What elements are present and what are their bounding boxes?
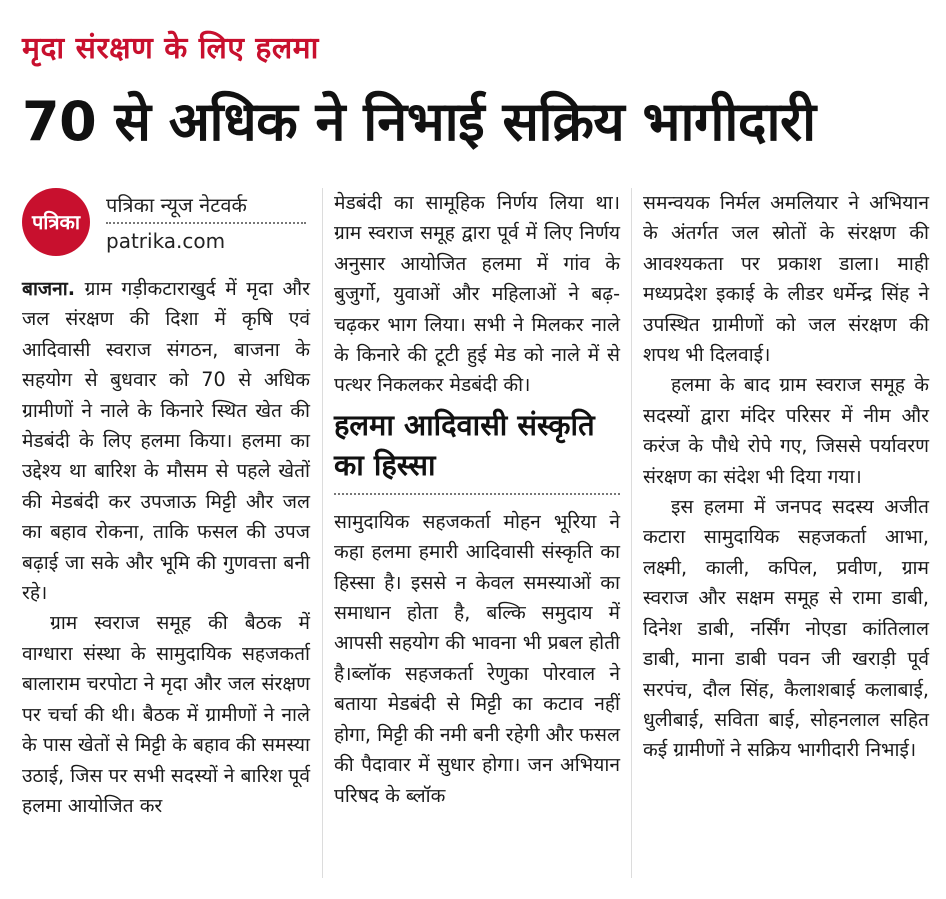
- dateline: बाजना.: [22, 277, 76, 300]
- subheading: हलमा आदिवासी संस्कृति का हिस्सा: [334, 407, 595, 482]
- website: patrika.com: [106, 229, 226, 253]
- column-divider: [322, 188, 323, 878]
- paragraph: ग्राम स्वराज समूह की बैठक में वाग्धारा संस्था के सामुदायिक सहजकर्ता बालाराम चरपोटा ने मृदा और जल संरक्षण पर चर्चा की थी। बैठक में ग्रामीणों ने नाले के पास खेतों से मिट्टी के बहाव की समस्या उठाई, जिस पर सभी सदस्यों ने बारिश पूर्व हलमा आयोजित कर: [22, 611, 310, 817]
- paragraph: सामुदायिक सहजकर्ता मोहन भूरिया ने कहा हलमा हमारी आदिवासी संस्कृति का हिस्सा है। इससे न केवल समस्याओं का समाधान होता है, बल्कि समुदाय में आपसी सहयोग की भावना भी प्रबल होती है।ब्लॉक सहजकर्ता रेणुका पोरवाल ने बताया मेडबंदी से मिट्टी का कटाव नहीं होगा, मिट्टी की नमी बनी रहेगी और फसल की पैदावार में सुधार होगा। जन अभियान परिषद के ब्लॉक: [334, 509, 620, 807]
- paragraph-text: ग्राम गड़ीकटाराखुर्द में मृदा और जल संरक्षण की दिशा में कृषि एवं आदिवासी स्वराज संगठन, बाजना के सहयोग से बुधवार को 70 से अधिक ग्रामीणों ने नाले के किनारे स्थित खेत की मेडबंदी के लिए हलमा किया। हलमा का उद्देश्य था बारिश के मौसम से पहले खेतों की मेडबंदी कर उपजाऊ मिट्टी और जल का बहाव रोकना, ताकि फसल की उपज बढ़ाई जा सके और भूमि की गुणवत्ता बनी रहे।: [22, 277, 310, 605]
- kicker: मृदा संरक्षण के लिए हलमा: [22, 31, 319, 66]
- byline: [22, 188, 310, 264]
- article-column-1: [22, 188, 310, 821]
- column-divider: [631, 188, 632, 878]
- paragraph: मेडबंदी का सामूहिक निर्णय लिया था। ग्राम स्वराज समूह द्वारा पूर्व में लिए निर्णय अनुसार आयोजित हलमा में गांव के बुजुर्गो, युवाओं और महिलाओं ने बढ़-चढ़कर भाग लिया। सभी ने मिलकर नाले के किनारे की टूटी हुई मेड को नाले में से पत्थर निकलकर मेडबंदी की।: [334, 191, 620, 397]
- agency-name: पत्रिका न्यूज नेटवर्क: [106, 193, 247, 217]
- article-column-2: [334, 188, 620, 811]
- paragraph: हलमा के बाद ग्राम स्वराज समूह के सदस्यों द्वारा मंदिर परिसर में नीम और करंज के पौधे रोपे गए, जिससे पर्यावरण संरक्षण का संदेश भी दिया गया।: [643, 373, 929, 488]
- subheading-divider: [334, 493, 620, 495]
- patrika-logo: पत्रिका: [22, 188, 90, 256]
- paragraph: [22, 274, 310, 608]
- headline: 70 से अधिक ने निभाई सक्रिय भागीदारी: [22, 90, 816, 153]
- paragraph: इस हलमा में जनपद सदस्य अजीत कटारा सामुदायिक सहजकर्ता आभा, लक्ष्मी, काली, कपिल, प्रवीण, ग्राम स्वराज और सक्षम समूह से रामा डाबी, दिनेश डाबी, नर्सिंग नोएडा कांतिलाल डाबी, माना डाबी पवन जी खराड़ी पूर्व सरपंच, दौल सिंह, कैलाशबाई कलाबाई, धुलीबाई, सविता बाई, सोहनलाल सहित कई ग्रामीणों ने सक्रिय भागीदारी निभाई।: [643, 495, 929, 762]
- paragraph: समन्वयक निर्मल अमलियार ने अभियान के अंतर्गत जल स्रोतों के संरक्षण की आवश्यकता पर प्रकाश डाला। माही मध्यप्रदेश इकाई के लीडर धर्मेन्द्र सिंह ने उपस्थित ग्रामीणों को जल संरक्षण की शपथ भी दिलवाई।: [643, 191, 929, 367]
- byline-divider: [106, 222, 306, 224]
- article-column-3: [643, 188, 929, 766]
